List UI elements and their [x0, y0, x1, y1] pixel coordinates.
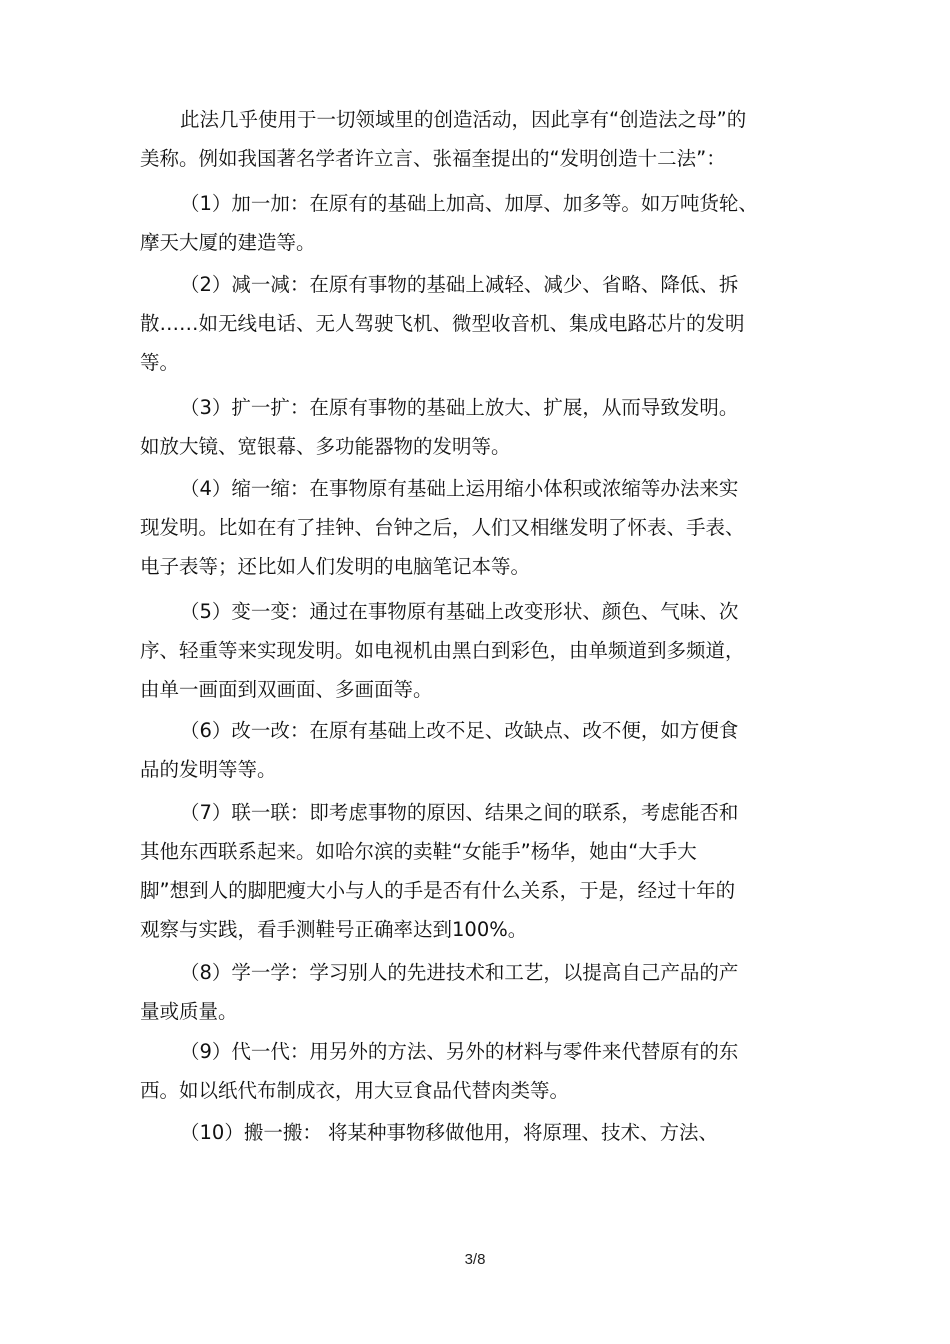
- text-line: （1）加一加：在原有的基础上加高、加厚、加多等。如万吨货轮、: [180, 192, 758, 215]
- paragraph-method-2: [140, 265, 810, 382]
- text-line: 脚”想到人的脚肥瘦大小与人的手是否有什么关系，于是，经过十年的: [140, 879, 736, 902]
- text-line: （2）减一减：在原有事物的基础上减轻、减少、省略、降低、拆: [180, 273, 739, 296]
- text-line: 品的发明等等。: [140, 758, 277, 781]
- text-line: 电子表等；还比如人们发明的电脑笔记本等。: [140, 555, 531, 578]
- paragraph-method-6: [140, 711, 810, 789]
- text-line: 由单一画面到双画面、多画面等。: [140, 678, 433, 701]
- paragraph-intro: [140, 100, 810, 178]
- text-line: （10）搬一搬： 将某种事物移做他用，将原理、技术、方法、: [180, 1121, 719, 1144]
- text-line: 如放大镜、宽银幕、多功能器物的发明等。: [140, 435, 511, 458]
- text-line: （3）扩一扩：在原有事物的基础上放大、扩展，从而导致发明。: [180, 396, 739, 419]
- paragraph-method-8: [140, 953, 810, 1031]
- text-line: 观察与实践，看手测鞋号正确率达到100%。: [140, 918, 528, 941]
- text-line: （5）变一变：通过在事物原有基础上改变形状、颜色、气味、次: [180, 600, 739, 623]
- text-line: 序、轻重等来实现发明。如电视机由黑白到彩色，由单频道到多频道，: [140, 639, 745, 662]
- text-line: 现发明。比如在有了挂钟、台钟之后，人们又相继发明了怀表、手表、: [140, 516, 745, 539]
- paragraph-method-5: [140, 592, 810, 709]
- text-line: 此法几乎使用于一切领域里的创造活动，因此享有“创造法之母”的: [180, 108, 747, 131]
- paragraph-method-3: [140, 388, 810, 466]
- text-line: （7）联一联：即考虑事物的原因、结果之间的联系，考虑能否和: [180, 801, 739, 824]
- paragraph-method-4: [140, 469, 810, 586]
- paragraph-method-9: [140, 1032, 810, 1110]
- paragraph-method-7: [140, 793, 810, 949]
- text-line: （9）代一代：用另外的方法、另外的材料与零件来代替原有的东: [180, 1040, 739, 1063]
- text-line: （4）缩一缩：在事物原有基础上运用缩小体积或浓缩等办法来实: [180, 477, 739, 500]
- text-line: 美称。例如我国著名学者许立言、张福奎提出的“发明创造十二法”：: [140, 147, 726, 170]
- text-line: 其他东西联系起来。如哈尔滨的卖鞋“女能手”杨华，她由“大手大: [140, 840, 697, 863]
- page-number: 3/8: [464, 1251, 486, 1268]
- paragraph-method-10: [140, 1113, 810, 1152]
- text-line: 量或质量。: [140, 1000, 238, 1023]
- text-line: 等。: [140, 351, 180, 374]
- text-line: 散……如无线电话、无人驾驶飞机、微型收音机、集成电路芯片的发明: [140, 312, 745, 335]
- text-line: 摩天大厦的建造等。: [140, 231, 316, 254]
- text-line: 西。如以纸代布制成衣，用大豆食品代替肉类等。: [140, 1079, 570, 1102]
- text-line: （8）学一学：学习别人的先进技术和工艺，以提高自己产品的产: [180, 961, 739, 984]
- paragraph-method-1: [140, 184, 810, 262]
- text-line: （6）改一改：在原有基础上改不足、改缺点、改不便，如方便食: [180, 719, 739, 742]
